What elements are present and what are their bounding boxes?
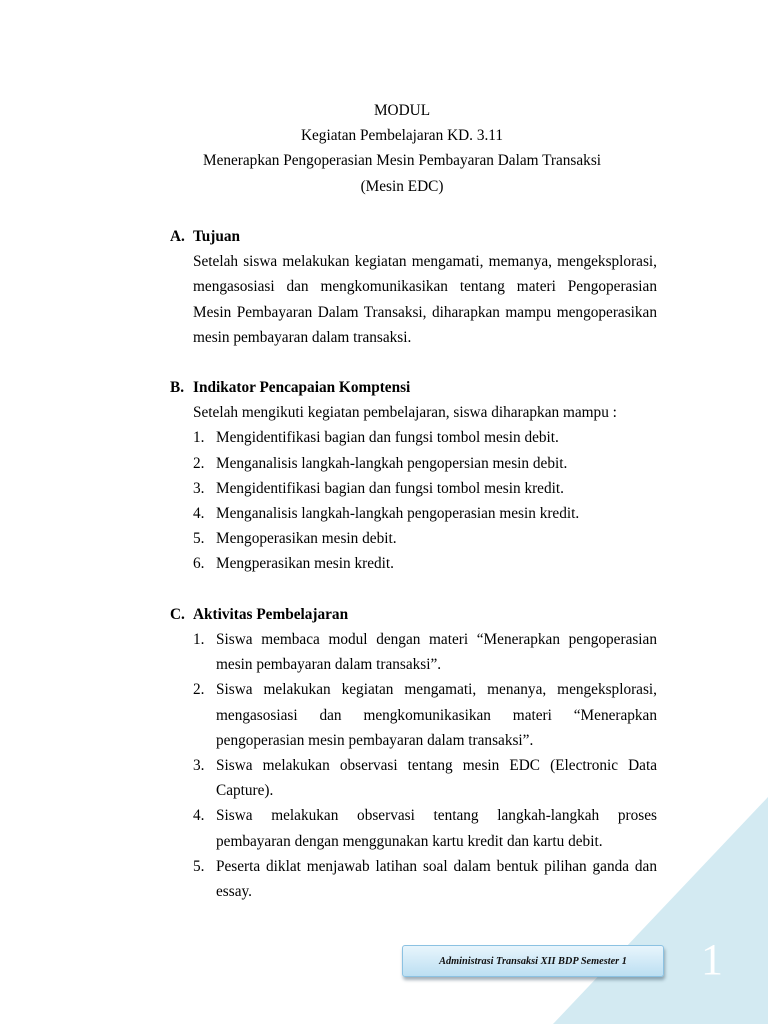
list-item (193, 526, 657, 551)
list-item (193, 425, 657, 450)
list-text (216, 803, 657, 853)
paragraph-line: Setelah siswa melakukan kegiatan mengamati, memanya, mengeksplorasi, (193, 253, 657, 271)
list-number: 4. (193, 505, 205, 523)
list-text-line: pembayaran dengan menggunakan kartu kredit dan kartu debit. (216, 832, 603, 850)
list-text (216, 627, 657, 677)
section-title: Indikator Pencapaian Komptensi (193, 379, 411, 397)
list-item (193, 854, 657, 904)
list-text (216, 677, 657, 753)
list-text: Mengidentifikasi bagian dan fungsi tombol mesin kredit. (216, 479, 564, 497)
section-marker: C. (170, 605, 185, 623)
footer-banner-text: Administrasi Transaksi XII BDP Semester 1 (439, 955, 627, 967)
list-text: Mengperasikan mesin kredit. (216, 555, 394, 573)
list-item (193, 476, 657, 501)
list-item (193, 551, 657, 576)
list-text-line: Peserta diklat menjawab latihan soal dalam bentuk pilihan ganda dan (216, 857, 657, 875)
section-heading (170, 224, 657, 249)
list-number: 1. (193, 429, 205, 447)
module-topic-note: (Mesin EDC) (360, 177, 444, 195)
list-text-line: Siswa membaca modul dengan materi “Menerapkan pengoperasian (216, 631, 657, 649)
list-text (216, 753, 657, 803)
list-number: 3. (193, 479, 205, 497)
list-text-line: Siswa melakukan kegiatan mengamati, menanya, mengeksplorasi, (216, 681, 657, 699)
list-number: 5. (193, 530, 205, 548)
list-number: 5. (193, 857, 205, 875)
section-intro: Setelah mengikuti kegiatan pembelajaran, siswa diharapkan mampu : (193, 404, 617, 422)
section-tujuan (147, 224, 657, 350)
list-text-line: essay. (216, 882, 252, 900)
list-item (193, 451, 657, 476)
section-heading (170, 375, 657, 400)
module-title: MODUL (373, 102, 431, 119)
list-number: 4. (193, 807, 205, 825)
section-marker: B. (170, 379, 185, 397)
paragraph-line: Mesin Pembayaran Dalam Transaksi, diharapkan mampu mengoperasikan (193, 303, 657, 321)
list-number: 2. (193, 681, 205, 699)
section-title: Aktivitas Pembelajaran (193, 605, 349, 623)
module-subtitle: Kegiatan Pembelajaran KD. 3.11 (300, 127, 504, 145)
list-text: Menganalisis langkah-langkah pengopersian mesin debit. (216, 454, 568, 472)
list-number: 1. (193, 631, 205, 649)
list-text-line: Siswa melakukan observasi tentang mesin EDC (Electronic Data (216, 756, 657, 774)
list-text-line: Siswa melakukan observasi tentang langkah-langkah proses (216, 807, 657, 825)
list-text-line: mesin pembayaran dalam transaksi”. (216, 656, 442, 674)
section-indikator (147, 375, 657, 577)
list-text: Mengidentifikasi bagian dan fungsi tombol mesin debit. (216, 429, 559, 447)
footer-banner (402, 945, 664, 977)
section-aktivitas (147, 602, 657, 904)
list-item (193, 803, 657, 853)
section-paragraph (193, 249, 657, 350)
list-text-line: mengasosiasi dan mengkomunikasikan materi “Menerapkan (216, 706, 657, 724)
module-header (147, 98, 657, 199)
list-item (193, 753, 657, 803)
module-topic: Menerapkan Pengoperasian Mesin Pembayaran Dalam Transaksi (202, 152, 602, 170)
list-text (216, 854, 657, 904)
list-number: 6. (193, 555, 205, 573)
activity-list (147, 627, 657, 904)
section-marker: A. (170, 227, 185, 245)
list-item (193, 627, 657, 677)
paragraph-line: mesin pembayaran dalam transaksi. (193, 328, 412, 346)
list-text: Menganalisis langkah-langkah pengoperasian mesin kredit. (216, 505, 580, 523)
indicator-list (147, 425, 657, 576)
list-text-line: Capture). (216, 782, 274, 800)
page-number: 1 (701, 935, 723, 984)
list-number: 2. (193, 454, 205, 472)
section-heading (170, 602, 657, 627)
section-title: Tujuan (193, 227, 241, 245)
list-item (193, 501, 657, 526)
document-body (147, 98, 657, 904)
paragraph-line: mengasosiasi dan mengkomunikasikan tentang materi Pengoperasian (193, 278, 657, 296)
list-text-line: pengoperasian mesin pembayaran dalam transaksi”. (216, 731, 534, 749)
list-number: 3. (193, 756, 205, 774)
list-item (193, 677, 657, 753)
list-text: Mengoperasikan mesin debit. (216, 530, 397, 548)
